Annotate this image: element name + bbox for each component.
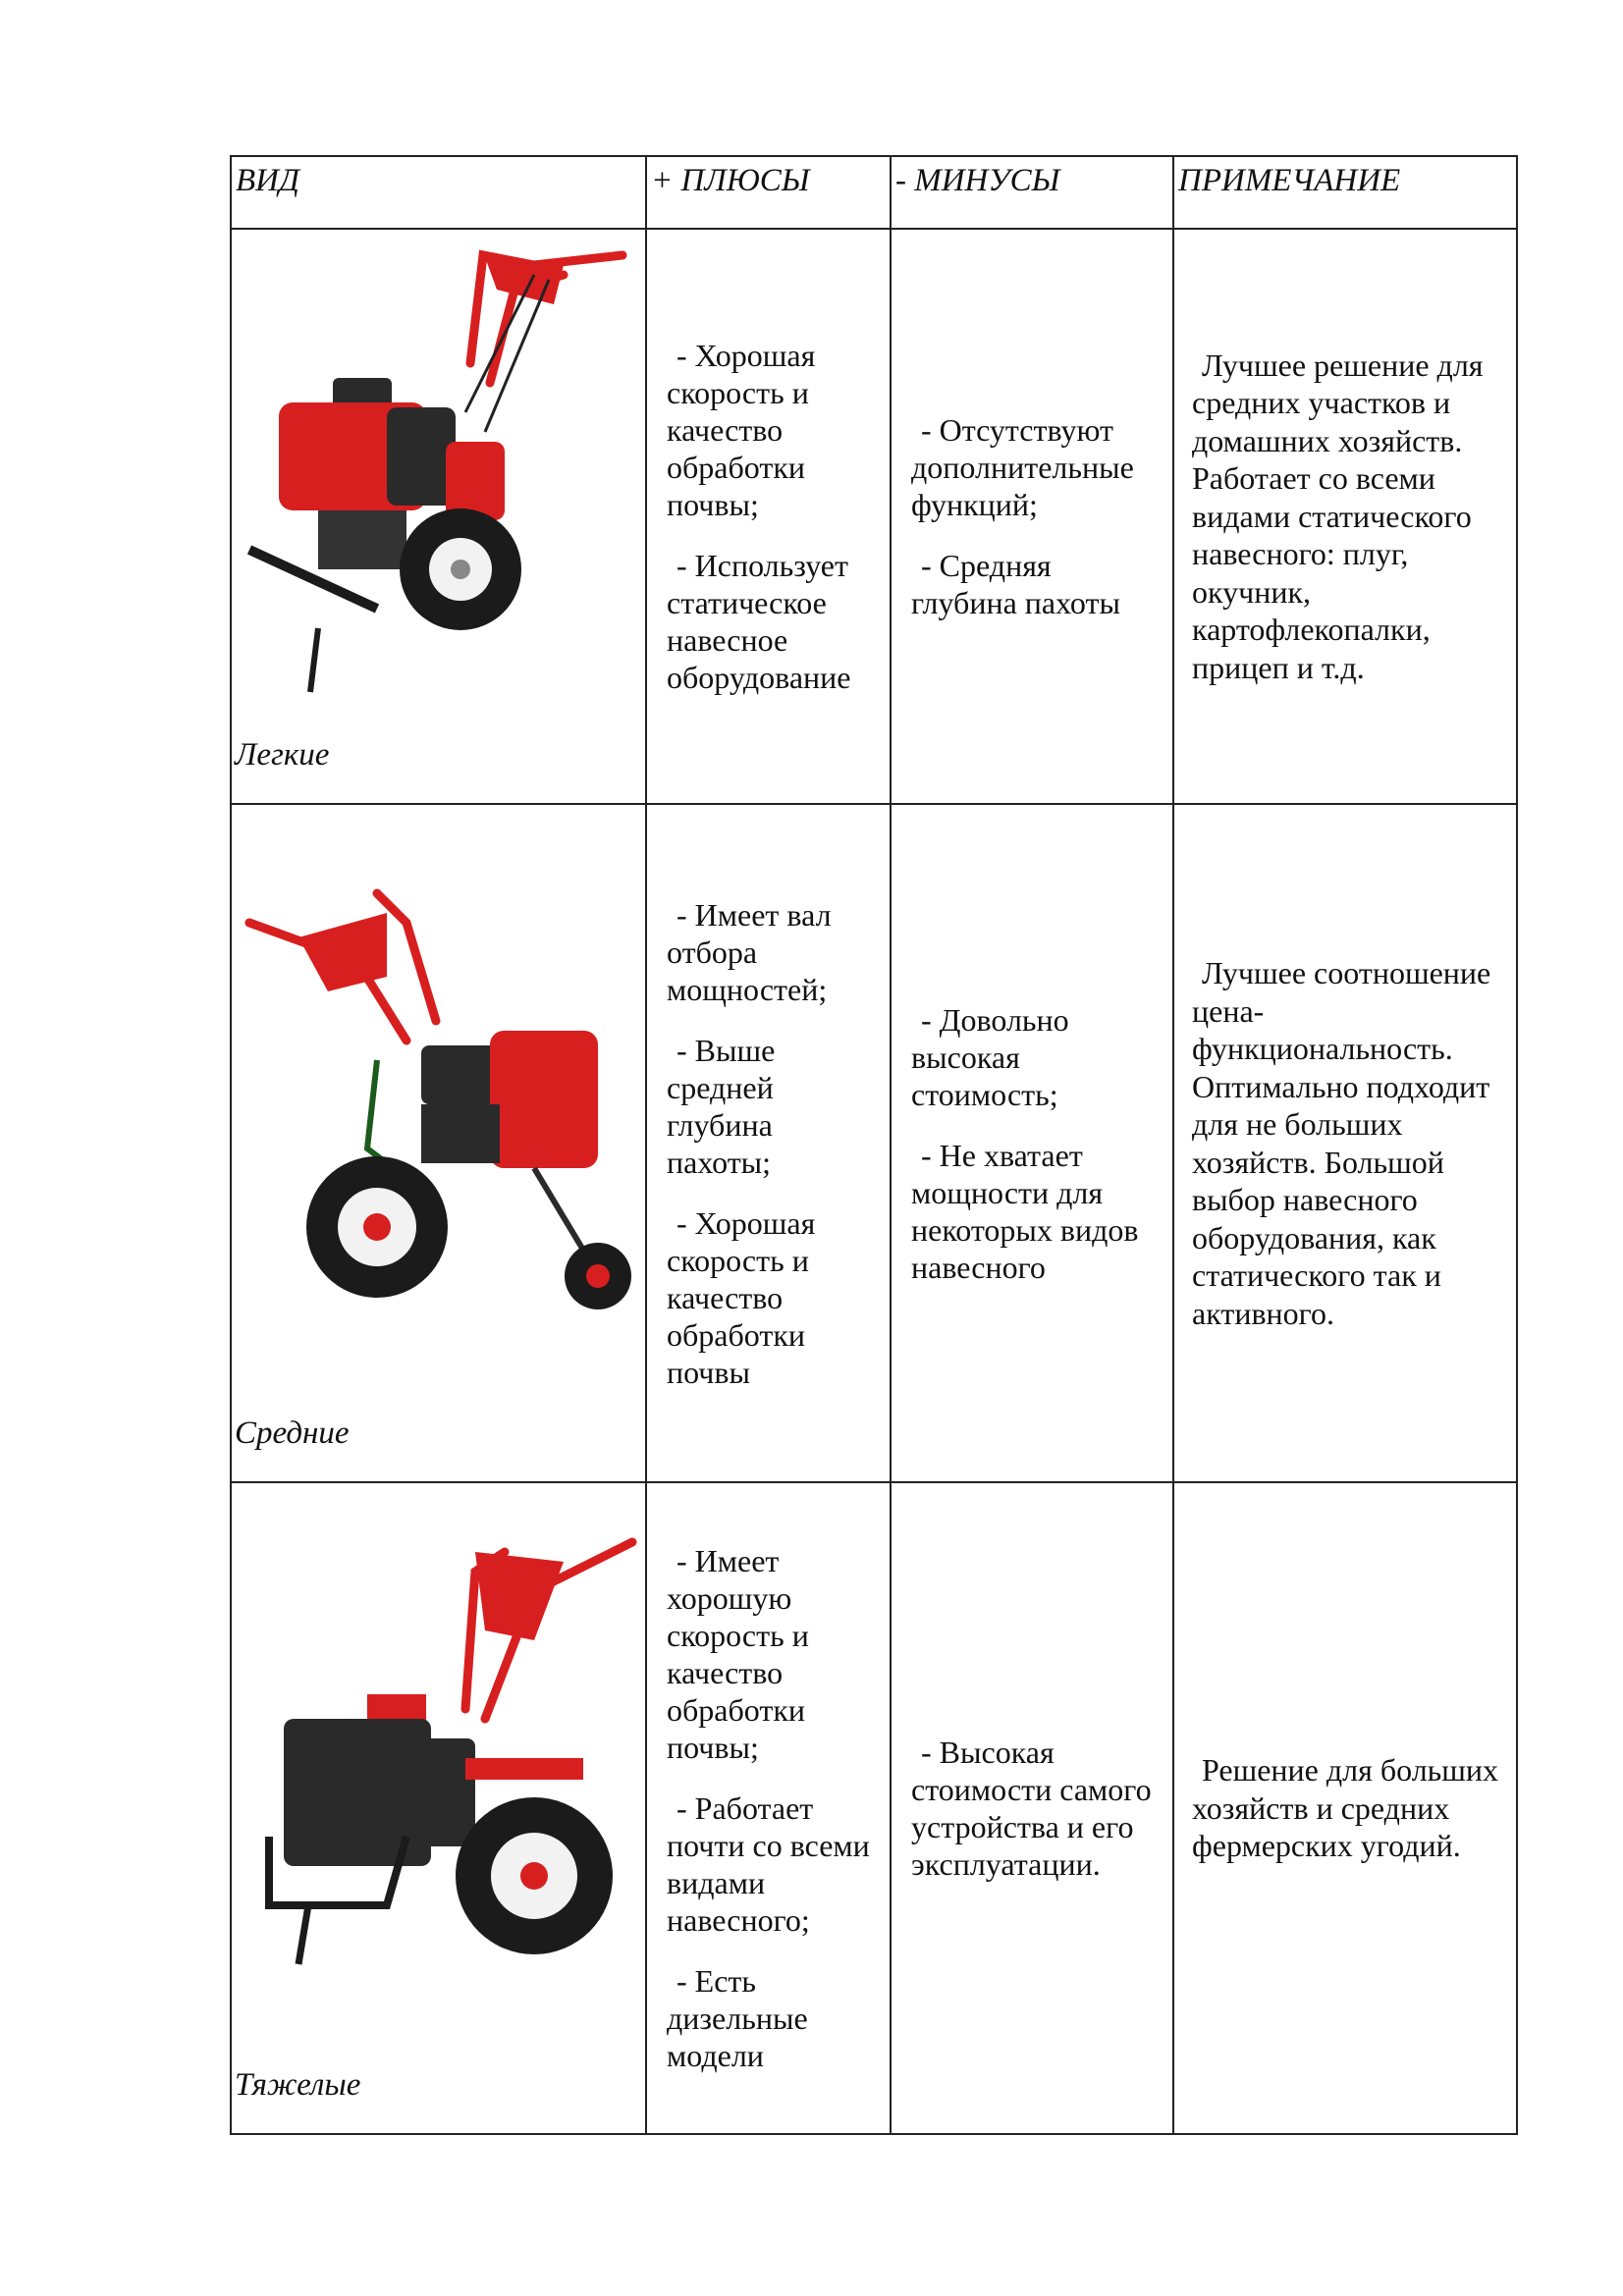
pros-item: - Использует статическое навесное оборудование: [667, 548, 851, 695]
header-cons: - МИНУСЫ: [895, 163, 1060, 198]
light-tiller-image: [240, 236, 632, 717]
transmission: [318, 510, 406, 569]
header-type: ВИД: [236, 163, 299, 198]
type-cell: [231, 804, 646, 1482]
header-pros: + ПЛЮСЫ: [651, 163, 810, 198]
depth-stake: [298, 1905, 308, 1964]
fender: [465, 1758, 583, 1780]
cons-item: - Средняя глубина пахоты: [911, 548, 1120, 620]
table-row: [231, 1482, 1517, 2134]
pros-item: - Имеет хорошую скорость и качество обработки почвы;: [667, 1543, 809, 1765]
diesel-engine: [284, 1719, 431, 1866]
medium-tiller-image: [240, 883, 642, 1335]
note-text: Лучшее решение для средних участков и домашних хозяйств. Работает со всеми видами статического навесного: плуг, окучник, картофлекопалки, прицеп и т.д.: [1192, 347, 1484, 685]
header-note: ПРИМЕЧАНИЕ: [1178, 163, 1401, 198]
pros-cell: [646, 229, 891, 804]
transmission: [421, 1104, 500, 1163]
cons-cell: [891, 804, 1173, 1482]
engine-block: [421, 1045, 500, 1104]
pros-item: - Выше средней глубина пахоты;: [667, 1032, 776, 1180]
transmission: [416, 1738, 475, 1846]
pros-cell: [646, 804, 891, 1482]
handlebar-guard: [298, 913, 387, 991]
handlebar-guard: [475, 1552, 564, 1640]
note-cell: [1173, 804, 1517, 1482]
pros-item: - Имеет вал отбора мощностей;: [667, 896, 832, 1007]
table-row: [231, 804, 1517, 1482]
cons-item: - Довольно высокая стоимость;: [911, 1001, 1069, 1112]
table-row: [231, 229, 1517, 804]
heavy-tiller-image: [240, 1513, 642, 1974]
depth-stake: [310, 628, 318, 692]
note-cell: [1173, 229, 1517, 804]
wheel-hub: [363, 1213, 391, 1241]
engine-cover: [490, 1031, 598, 1168]
note-text: Решение для больших хозяйств и средних фермерских угодий.: [1192, 1752, 1499, 1864]
front-wheel-hub: [586, 1264, 610, 1288]
note-cell: [1173, 1482, 1517, 2134]
pros-item: - Есть дизельные модели: [667, 1963, 808, 2073]
pros-item: - Хорошая скорость и качество обработки почвы: [667, 1204, 816, 1390]
wheel-hub: [451, 560, 470, 579]
pros-item: - Работает почти со всеми видами навесного;: [667, 1790, 870, 1938]
cons-cell: [891, 1482, 1173, 2134]
type-label: Средние: [235, 1415, 350, 1451]
gearbox: [446, 442, 505, 520]
type-label: Легкие: [235, 737, 330, 773]
pros-cell: [646, 1482, 891, 2134]
type-label: Тяжелые: [235, 2067, 361, 2103]
table-header-row: [231, 156, 1517, 229]
engine-block: [387, 407, 456, 506]
type-cell: [231, 1482, 646, 2134]
type-cell: [231, 229, 646, 804]
cons-item: - Не хватает мощности для некоторых видов навесного: [911, 1137, 1139, 1285]
note-text: Лучшее соотношение цена-функциональность. Оптимально подходит для не больших хозяйств. Большой выбор навесного оборудования, как статического так и активного.: [1192, 955, 1491, 1331]
cons-item: - Отсутствуют дополнительные функций;: [911, 412, 1134, 522]
comparison-table: [230, 155, 1518, 2135]
wheel-hub: [520, 1862, 548, 1890]
cons-cell: [891, 229, 1173, 804]
pros-item: - Хорошая скорость и качество обработки почвы;: [667, 338, 816, 522]
cons-item: - Высокая стоимости самого устройства и его эксплуатации.: [911, 1735, 1152, 1882]
